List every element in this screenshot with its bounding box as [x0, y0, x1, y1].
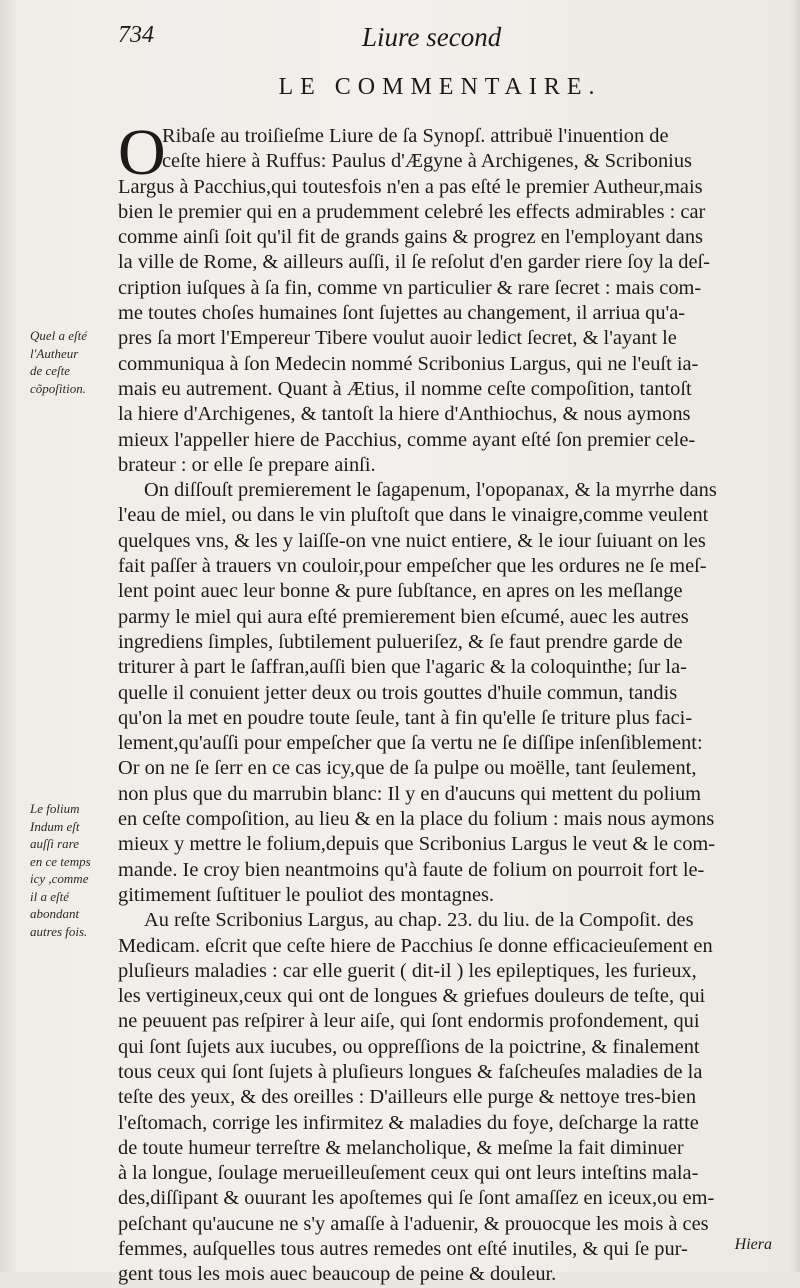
- running-title: Liure second: [362, 22, 502, 52]
- text-line: Ribaſe au troiſieſme Liure de ſa Synopſ. attribuë l'inuention de: [162, 125, 669, 147]
- margin-note-line: Quel a eſté: [30, 328, 88, 343]
- section-title: LE COMMENTAIRE.: [278, 74, 602, 100]
- text-line: bien le premier qui en a prudemment celebré les effects admirables : car: [118, 200, 706, 223]
- text-line: peſchant qu'aucune ne s'y amaſſe à l'aduenir, & prouocque les mois à ces: [118, 1212, 709, 1235]
- text-line: parmy le miel qui aura eſté premierement bien eſcumé, auec les autres: [118, 605, 689, 628]
- text-line: en ceſte compoſition, au lieu & en la place du folium : mais nous aymons: [118, 808, 715, 831]
- text-line: gent tous les mois auec beaucoup de peine & douleur.: [118, 1263, 557, 1286]
- text-line: Medicam. eſcrit que ceſte hiere de Pacchius ſe donne efficacieuſement en: [118, 934, 713, 957]
- commentary-body: [118, 116, 778, 1288]
- text-line: comme ainſi ſoit qu'il fit de grands gains & progrez en l'employant dans: [118, 226, 703, 249]
- margin-note-line: autres fois.: [30, 923, 88, 939]
- text-line: triturer à part le ſaffran,auſſi bien que l'agaric & la coloquinthe; ſur la-: [118, 656, 687, 679]
- margin-note-line: il a eſté: [30, 888, 69, 904]
- text-line: quelle il conuient jetter deux ou trois gouttes d'huile commun, tandis: [118, 681, 678, 704]
- margin-note-author: [30, 327, 118, 397]
- text-line: mande. Ie croy bien neantmoins qu'à faute de folium on pourroit fort le-: [118, 858, 705, 881]
- text-line: qui ſont ſujets aux iucubes, ou oppreſſions de la poictrine, & finalement: [118, 1035, 700, 1058]
- text-line: quelques vns, & les y laiſſe-on vne nuict entiere, & le iour ſuiuant on les: [118, 529, 706, 552]
- text-line: teſte des yeux, & des oreilles : D'ailleurs elle purge & nettoye tres-bien: [118, 1086, 697, 1109]
- text-line: à la longue, ſoulage merueilleuſement ceux qui ont leurs inteſtins mala-: [118, 1162, 699, 1185]
- margin-note-line: l'Autheur: [30, 345, 79, 361]
- text-line: On diſſouſt premierement le ſagapenum, l'opopanax, & la myrrhe dans: [144, 479, 717, 502]
- text-line: les vertigineux,ceux qui ont de longues & griefues douleurs de teſte, qui: [118, 985, 706, 1008]
- text-line: ceſte hiere à Ruffus: Paulus d'Ægyne à Archigenes, & Scribonius: [162, 150, 692, 173]
- text-line: la ville de Rome, & ailleurs auſſi, il ſe reſolut d'en garder riere ſoy la deſ-: [118, 251, 710, 274]
- text-line: ingrediens ſimples, ſubtilement pulueriſez, & ſe faut prendre garde de: [118, 630, 683, 653]
- running-head: [118, 22, 758, 58]
- text-line: Or on ne ſe ſerr en ce cas icy,que de ſa pulpe ou moëlle, tant ſeulement,: [118, 757, 697, 780]
- margin-note-line: de ceſte: [30, 363, 71, 378]
- text-line: l'eau de miel, ou dans le vin pluſtoſt que dans le vinaigre,comme veulent: [118, 504, 709, 527]
- text-line: pluſieurs maladies : car elle guerit ( dit-il ) les epileptiques, les furieux,: [118, 959, 697, 982]
- margin-note-line: abondant: [30, 906, 80, 921]
- text-line: brateur : or elle ſe prepare ainſi.: [118, 453, 376, 476]
- text-line: de toute humeur terreſtre & melancholique, & meſme la fait diminuer: [118, 1136, 684, 1159]
- margin-note-folium: [30, 800, 118, 940]
- text-line: ne peuuent pas reſpirer à leur aiſe, qui ſont endormis profondement, qui: [118, 1010, 700, 1033]
- text-line: l'eſtomach, corrige les infirmitez & maladies du foye, deſcharge la ratte: [118, 1111, 699, 1134]
- text-line: tous ceux qui ſont ſujets à pluſieurs longues & faſcheuſes maladies de la: [118, 1060, 703, 1083]
- text-line: mieux l'appeller hiere de Pacchius, comme ayant eſté ſon premier cele-: [118, 428, 696, 451]
- text-line: gitimement ſuſtituer le pouliot des montagnes.: [118, 883, 495, 906]
- text-line: cription iuſques à ſa fin, comme vn particulier & rare ſecret : mais com-: [118, 276, 702, 299]
- text-line: pres ſa mort l'Empereur Tibere voulut auoir ledict ſecret, & l'ayant le: [118, 327, 677, 350]
- text-line: Largus à Pacchius,qui toutesfois n'en a pas eſté le premier Autheur,mais: [118, 175, 703, 198]
- text-line: mais eu autrement. Quant à Ætius, il nomme ceſte compoſition, tantoſt: [118, 377, 692, 400]
- margin-note-line: Indum eſt: [30, 818, 80, 834]
- text-line: non plus que du marrubin blanc: Il y en d'aucuns qui mettent du polium: [118, 782, 702, 805]
- text-line: femmes, auſquelles tous autres remedes ont eſté inutiles, & qui ſe pur-: [118, 1238, 688, 1261]
- margin-note-line: icy ,comme: [30, 871, 89, 886]
- text-line: la hiere d'Archigenes, & tantoſt la hiere d'Anthiochus, & nous aymons: [118, 403, 691, 426]
- text-line: qu'on la met en poudre toute ſeule, tant à fin qu'elle ſe triture plus faci-: [118, 706, 693, 729]
- margin-note-line: en ce temps: [30, 853, 91, 869]
- text-line: communiqua à ſon Medecin nommé Scribonius Largus, qui ne l'euſt ia-: [118, 352, 699, 375]
- text-line: fait paſſer à trauers vn couloir,pour empeſcher que les ordures ne ſe meſ-: [118, 555, 707, 578]
- drop-cap: O: [118, 116, 166, 189]
- page-number: 734: [118, 22, 154, 48]
- text-line: lement,qu'auſſi pour empeſcher que ſa vertu ne ſe diſſipe inſenſiblement:: [118, 732, 703, 755]
- text-line: des,diſſipant & ouurant les apoſtemes qui ſe ſont amaſſez en iceux,ou em-: [118, 1187, 715, 1210]
- margin-note-line: cõpoſition.: [30, 380, 86, 396]
- margin-note-line: auſſi rare: [30, 836, 79, 851]
- catchword: Hiera: [734, 1236, 772, 1253]
- text-line: mieux y mettre le folium,depuis que Scribonius Largus le veut & le com-: [118, 833, 716, 856]
- text-line: Au reſte Scribonius Largus, au chap. 23. du liu. de la Compoſit. des: [144, 909, 694, 932]
- margin-note-line: Le folium: [30, 801, 80, 816]
- text-line: lent point auec leur bonne & pure ſubſtance, en apres on les meſlange: [118, 580, 683, 603]
- text-line: me toutes choſes humaines ſont ſujettes au changement, il arriua qu'a-: [118, 302, 686, 325]
